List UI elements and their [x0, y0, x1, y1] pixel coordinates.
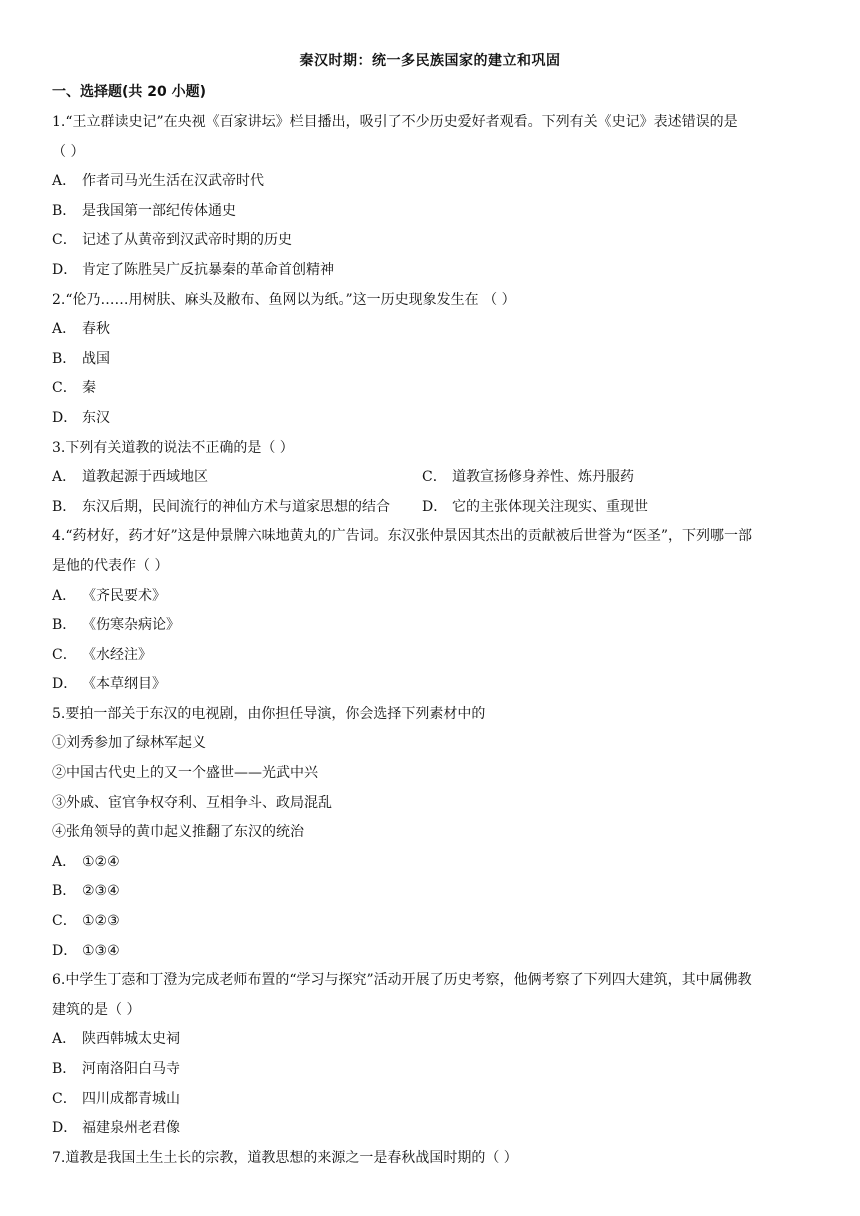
option-text: 四川成都青城山 — [82, 1090, 180, 1107]
option-text: 《伤寒杂病论》 — [82, 617, 180, 634]
question-stem-line: 是他的代表作（ ） — [52, 557, 169, 574]
option-letter: D． — [52, 409, 78, 426]
answer-option — [52, 670, 822, 700]
question-7 — [52, 1144, 822, 1174]
option-letter: D． — [422, 498, 448, 515]
question-stem-line: 6.中学生丁悫和丁澄为完成老师布置的“学习与探究”活动开展了历史考察，他俩考察了下列四大建筑，其中属佛教 — [52, 972, 752, 989]
option-text: 陕西韩城太史祠 — [82, 1031, 180, 1048]
answer-option — [52, 1025, 822, 1055]
answer-option-row — [52, 463, 822, 493]
option-text: 是我国第一部纪传体通史 — [82, 202, 236, 219]
option-letter: B． — [52, 1061, 77, 1077]
question-stem-line: ②中国古代史上的又一个盛世——光武中兴 — [52, 765, 318, 782]
answer-option — [52, 848, 822, 878]
question-stem-line: 3.下列有关道教的说法不正确的是（ ） — [52, 439, 294, 456]
answer-option — [52, 611, 822, 641]
question-stem-line: 建筑的是（ ） — [52, 1001, 141, 1018]
option-letter: B． — [52, 883, 77, 900]
option-text: ②③④ — [82, 883, 120, 900]
option-letter: C． — [52, 1090, 77, 1107]
option-letter: D． — [52, 261, 78, 278]
document-title: 秦汉时期：统一多民族国家的建立和巩固 — [299, 53, 561, 69]
option-letter: A． — [52, 469, 77, 486]
answer-option — [52, 226, 822, 256]
option-text: 《水经注》 — [82, 646, 152, 663]
answer-option — [52, 582, 822, 612]
option-letter: A． — [52, 1031, 77, 1048]
option-letter: A． — [52, 853, 77, 870]
answer-option — [52, 374, 822, 404]
answer-option — [52, 345, 822, 375]
option-text: 东汉后期，民间流行的神仙方术与道家思想的结合 — [82, 498, 390, 515]
option-text: 福建泉州老君像 — [82, 1120, 180, 1137]
option-letter: C． — [52, 646, 77, 663]
option-text: 作者司马光生活在汉武帝时代 — [82, 173, 264, 190]
answer-option — [422, 463, 634, 493]
option-text: 道教宣扬修身养性、炼丹服药 — [452, 469, 634, 486]
option-text: 秦 — [82, 380, 96, 397]
answer-option — [52, 1055, 822, 1085]
option-letter: D． — [52, 676, 78, 693]
answer-option — [422, 493, 648, 523]
question-5 — [52, 700, 822, 966]
option-text: ①②④ — [82, 853, 120, 870]
question-stem-line: ①刘秀参加了绿林军起义 — [52, 735, 206, 752]
option-letter: D． — [52, 1120, 78, 1137]
answer-option — [52, 641, 822, 671]
option-letter: C． — [52, 232, 77, 249]
option-text: 春秋 — [82, 321, 110, 338]
option-text: 肯定了陈胜吴广反抗暴秦的革命首创精神 — [82, 261, 334, 278]
option-letter: D． — [52, 942, 78, 959]
question-stem-line: ④张角领导的黄巾起义推翻了东汉的统治 — [52, 824, 304, 841]
option-letter: B． — [52, 202, 77, 219]
answer-option — [52, 493, 422, 523]
answer-option — [52, 1085, 822, 1115]
answer-option — [52, 404, 822, 434]
question-3 — [52, 434, 822, 523]
answer-option — [52, 463, 422, 493]
option-text: 河南洛阳白马寺 — [82, 1061, 180, 1077]
answer-option — [52, 937, 822, 967]
option-letter: C． — [52, 380, 77, 397]
answer-option-row — [52, 493, 822, 523]
answer-option — [52, 315, 822, 345]
option-letter: B． — [52, 498, 77, 515]
answer-option — [52, 197, 822, 227]
question-2 — [52, 286, 822, 434]
answer-option — [52, 877, 822, 907]
question-stem-line: （ ） — [52, 143, 85, 160]
question-stem-line: ③外戚、宦官争权夺利、互相争斗、政局混乱 — [52, 794, 332, 811]
question-4 — [52, 522, 822, 700]
option-text: 记述了从黄帝到汉武帝时期的历史 — [82, 232, 292, 249]
question-stem-line: 7.道教是我国土生土长的宗教，道教思想的来源之一是春秋战国时期的（ ） — [52, 1149, 518, 1166]
question-list — [52, 108, 822, 1173]
answer-option — [52, 167, 822, 197]
option-text: ①②③ — [82, 913, 120, 930]
answer-option — [52, 256, 822, 286]
option-text: 它的主张体现关注现实、重现世 — [452, 498, 648, 515]
question-1 — [52, 108, 822, 286]
option-text: 《本草纲目》 — [82, 676, 166, 693]
option-letter: B． — [52, 350, 77, 367]
answer-option — [52, 907, 822, 937]
option-text: 战国 — [82, 350, 110, 367]
question-stem-line: 5.要拍一部关于东汉的电视剧，由你担任导演，你会选择下列素材中的 — [52, 705, 486, 722]
option-letter: A． — [52, 587, 77, 604]
option-letter: C． — [52, 913, 77, 930]
question-stem-line: 2.“伦乃……用树肤、麻头及敝布、鱼网以为纸。”这一历史现象发生在 （ ） — [52, 291, 516, 308]
question-stem-line: 1.“王立群读史记”在央视《百家讲坛》栏目播出，吸引了不少历史爱好者观看。下列有关《史记》表述错误的是 — [52, 114, 738, 130]
option-text: 道教起源于西域地区 — [82, 469, 208, 486]
option-letter: A． — [52, 173, 77, 190]
option-letter: C． — [422, 469, 447, 486]
option-text: 东汉 — [82, 409, 110, 426]
question-6 — [52, 966, 822, 1144]
option-letter: A． — [52, 321, 77, 338]
section-heading: 一、选择题(共 20 小题) — [52, 84, 207, 100]
answer-option — [52, 1114, 822, 1144]
option-text: 《齐民要术》 — [82, 587, 166, 604]
option-letter: B． — [52, 617, 77, 634]
option-text: ①③④ — [82, 942, 120, 959]
question-stem-line: 4.“药材好，药才好”这是仲景牌六味地黄丸的广告词。东汉张仲景因其杰出的贡献被后世誉为“医圣”，下列哪一部 — [52, 528, 752, 545]
